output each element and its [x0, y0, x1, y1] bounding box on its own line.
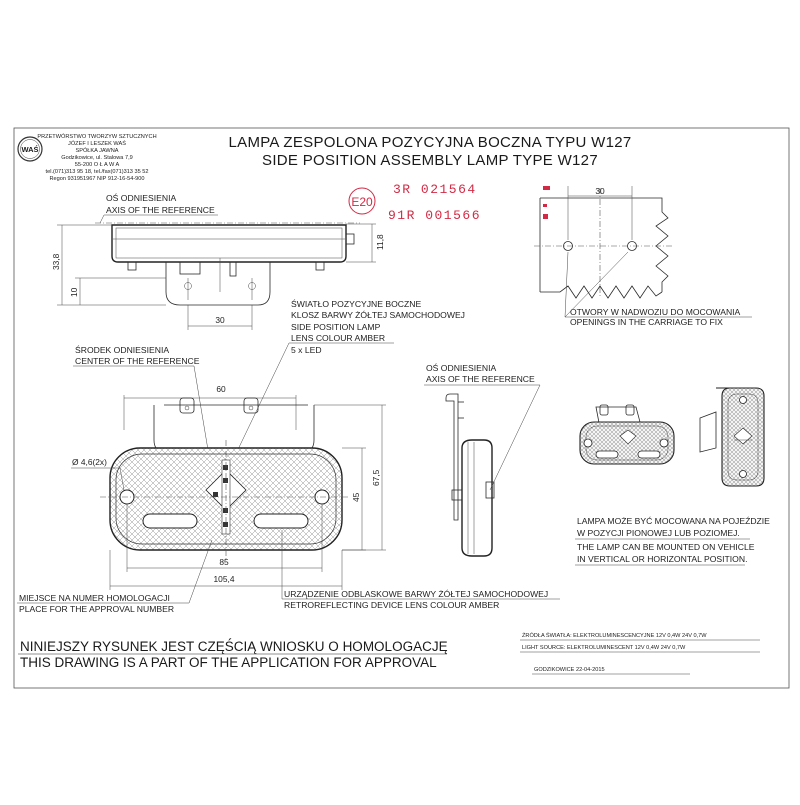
openings-label-en: OPENINGS IN THE CARRIAGE TO FIX [570, 317, 723, 327]
footer-approval-pl: NINIEJSZY RYSUNEK JEST CZĘŚCIĄ WNIOSKU O HOMOLOGACJĘ [20, 639, 448, 654]
side-lamp-label-pl2: KLOSZ BARWY ŻÓŁTEJ SAMOCHODOWEJ [291, 310, 465, 320]
dim-60-text: 60 [216, 384, 226, 394]
place-label-pl: MIEJSCE NA NUMER HOMOLOGACJI [19, 593, 170, 603]
e-mark-text: E20 [351, 195, 373, 209]
retro-label-pl: URZĄDZENIE ODBLASKOWE BARWY ŻÓŁTEJ SAMOCHODOWEJ [284, 589, 549, 599]
company-line-7: Regon 931951967 NIP 912-16-54-900 [49, 176, 145, 182]
center-ref-label-en: CENTER OF THE REFERENCE [75, 356, 200, 366]
mount-label-pl2: W POZYCJI PIONOWEJ LUB POZIOMEJ. [577, 528, 740, 538]
company-line-5: 55-200 O Ł A W A [74, 162, 120, 168]
dim-30-top-text: 30 [595, 186, 605, 196]
dim-30-side-text: 30 [215, 315, 225, 325]
side-lamp-label-en2: LENS COLOUR AMBER [291, 333, 386, 343]
footer-source-pl: ŹRÓDŁA ŚWIATŁA: ELEKTROLUMINESCENCYJNE 12V 0,4W 24V 0,7W [522, 633, 707, 639]
dim-11-8 [346, 224, 385, 262]
dim-30-side [188, 305, 252, 330]
dim-85-text: 85 [219, 557, 229, 567]
axis-ref-label-en: AXIS OF THE REFERENCE [106, 205, 215, 215]
side-lamp-led: 5 x LED [291, 345, 322, 355]
mount-label-pl1: LAMPA MOŻE BYĆ MOCOWANA NA POJEŹDZIE [577, 516, 770, 526]
axis-ref-label-pl: OŚ ODNIESIENIA [106, 193, 177, 203]
axis-ref2-label-en: AXIS OF THE REFERENCE [426, 374, 535, 384]
openings-label-pl: OTWORY W NADWOZIU DO MOCOWANIA [570, 307, 741, 317]
company-line-3: SPÓŁKA JAWNA [75, 148, 119, 154]
footer-place-date: GODZIKOWICE 22-04-2015 [534, 667, 605, 673]
dim-10-text: 10 [69, 287, 79, 297]
company-line-2: JÓZEF I LESZEK WAŚ [68, 141, 126, 147]
side-profile-view [446, 394, 494, 556]
dim-105-4-text: 105,4 [213, 574, 235, 584]
axis-ref2-label-pl: OŚ ODNIESIENIA [426, 363, 497, 373]
dim-45-text: 45 [351, 492, 361, 502]
iso-view-right [700, 388, 764, 486]
title-polish: LAMPA ZESPOLONA POZYCYJNA BOCZNA TYPU W127 [228, 134, 632, 151]
footer-source-en: LIGHT SOURCE: ELEKTROLUMINESCENT 12V 0,4W 24V 0,7W [522, 645, 686, 651]
company-logo [18, 137, 42, 161]
company-line-1: PRZETWÓRSTWO TWORZYW SZTUCZNYCH [37, 134, 157, 140]
dim-10 [69, 278, 166, 305]
retro-label-en: RETROREFLECTING DEVICE LENS COLOUR AMBER [284, 600, 500, 610]
mount-label-en2: IN VERTICAL OR HORIZONTAL POSITION. [577, 554, 748, 564]
logo-text: WAŚ [21, 145, 39, 154]
approval-mark-1: 3R 021564 [393, 182, 477, 197]
dim-67-5-text: 67,5 [371, 469, 381, 486]
side-lamp-label-en1: SIDE POSITION LAMP [291, 322, 381, 332]
title-english: SIDE POSITION ASSEMBLY LAMP TYPE W127 [262, 152, 598, 169]
side-view-top [95, 223, 360, 305]
iso-view-left [580, 405, 674, 464]
footer-approval-en: THIS DRAWING IS A PART OF THE APPLICATION FOR APPROVAL [20, 655, 437, 670]
dim-hole-text: Ø 4,6(2x) [72, 457, 107, 467]
company-line-4: Godzikowice, ul. Stalowa 7,9 [61, 155, 133, 161]
center-ref-label-pl: ŚRODEK ODNIESIENIA [75, 345, 170, 355]
dim-33-8-text: 33,8 [51, 253, 61, 270]
approval-mark-2: 91R 001566 [388, 208, 482, 223]
company-info [37, 133, 156, 182]
dim-11-8-text: 11,8 [375, 234, 385, 250]
mount-label-en1: THE LAMP CAN BE MOUNTED ON VEHICLE [577, 542, 755, 552]
e-mark-stamp [349, 188, 375, 214]
dim-45 [342, 448, 366, 550]
place-label-en: PLACE FOR THE APPROVAL NUMBER [19, 604, 175, 614]
company-line-6: tel.(071)313 95 18, tel./fax(071)313 35 52 [45, 169, 149, 175]
mounting-template [534, 186, 672, 298]
side-lamp-label-pl1: ŚWIATŁO POZYCYJNE BOCZNE [291, 299, 422, 309]
front-view [100, 384, 350, 560]
